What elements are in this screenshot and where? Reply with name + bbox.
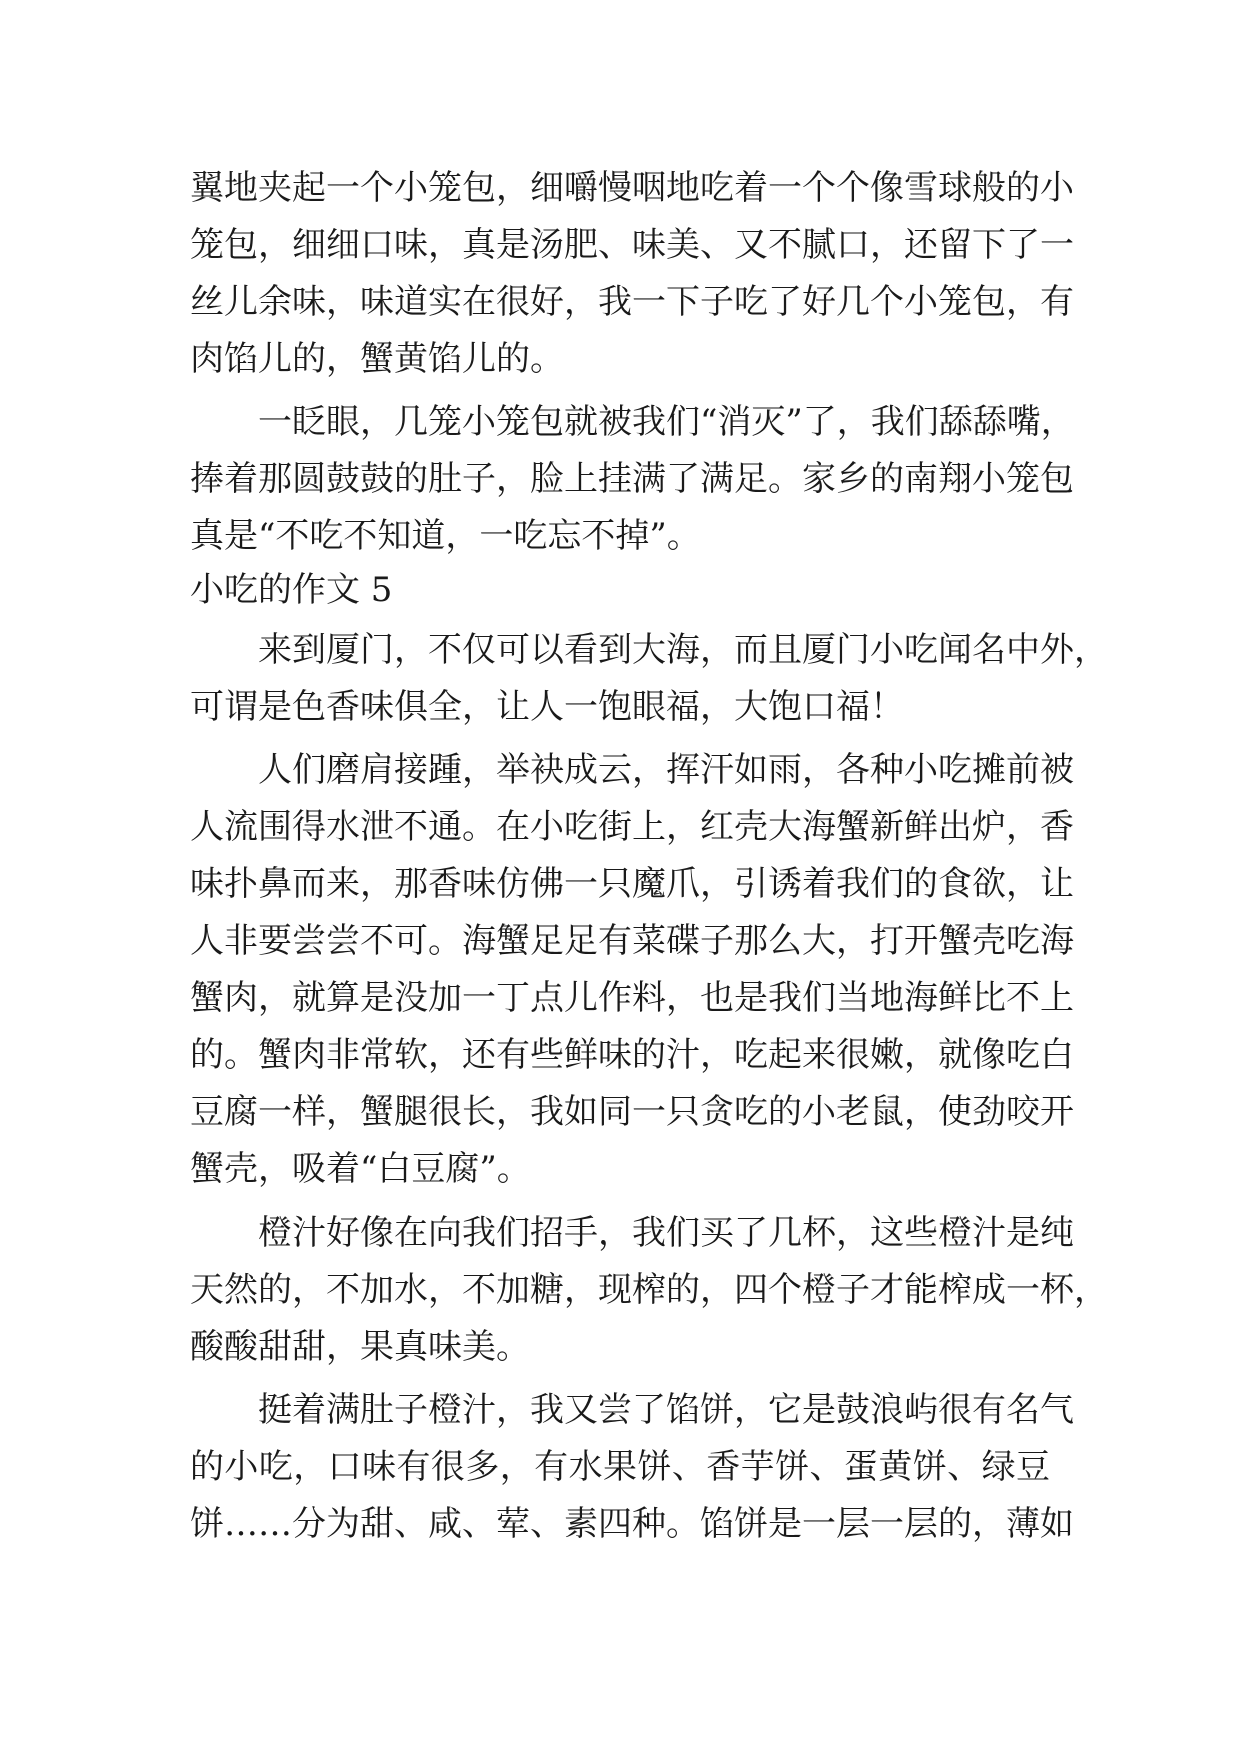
text-line: 翼地夹起一个小笼包，细嚼慢咽地吃着一个个像雪球般的小 <box>190 168 1074 208</box>
text-line: 捧着那圆鼓鼓的肚子，脸上挂满了满足。家乡的南翔小笼包 <box>190 459 1074 499</box>
text-line: 人们磨肩接踵，举袂成云，挥汗如雨，各种小吃摊前被 <box>258 750 1074 790</box>
text-line: 蟹壳，吸着“白豆腐”。 <box>190 1149 531 1189</box>
text-line: 饼……分为甜、咸、荤、素四种。馅饼是一层一层的，薄如 <box>190 1504 1074 1544</box>
text-line: 味扑鼻而来，那香味仿佛一只魔爪，引诱着我们的食欲，让 <box>190 864 1074 904</box>
text-line: 蟹肉，就算是没加一丁点儿作料，也是我们当地海鲜比不上 <box>190 978 1074 1018</box>
text-line: 真是“不吃不知道，一吃忘不掉”。 <box>190 516 701 556</box>
text-line: 一眨眼，几笼小笼包就被我们“消灭”了，我们舔舔嘴， <box>258 402 1075 442</box>
text-line: 可谓是色香味俱全，让人一饱眼福，大饱口福！ <box>190 687 904 727</box>
text-line: 的小吃，口味有很多，有水果饼、香芋饼、蛋黄饼、绿豆 <box>190 1447 1050 1487</box>
text-line: 肉馅儿的，蟹黄馅儿的。 <box>190 339 564 379</box>
text-line: 豆腐一样，蟹腿很长，我如同一只贪吃的小老鼠，使劲咬开 <box>190 1092 1074 1132</box>
text-line: 橙汁好像在向我们招手，我们买了几杯，这些橙汁是纯 <box>258 1213 1074 1253</box>
text-line: 笼包，细细口味，真是汤肥、味美、又不腻口，还留下了一 <box>190 225 1074 265</box>
text-line: 来到厦门，不仅可以看到大海，而且厦门小吃闻名中外， <box>258 630 1108 670</box>
text-line: 人流围得水泄不通。在小吃街上，红壳大海蟹新鲜出炉，香 <box>190 807 1074 847</box>
text-line: 人非要尝尝不可。海蟹足足有菜碟子那么大，打开蟹壳吃海 <box>190 921 1074 961</box>
essay-heading: 小吃的作文 5 <box>190 570 393 610</box>
text-line: 的。蟹肉非常软，还有些鲜味的汁，吃起来很嫩，就像吃白 <box>190 1035 1074 1075</box>
text-line: 挺着满肚子橙汁，我又尝了馅饼，它是鼓浪屿很有名气 <box>258 1390 1074 1430</box>
text-line: 丝儿余味，味道实在很好，我一下子吃了好几个小笼包，有 <box>190 282 1074 322</box>
text-line: 天然的，不加水，不加糖，现榨的，四个橙子才能榨成一杯， <box>190 1270 1108 1310</box>
text-line: 酸酸甜甜，果真味美。 <box>190 1327 530 1367</box>
